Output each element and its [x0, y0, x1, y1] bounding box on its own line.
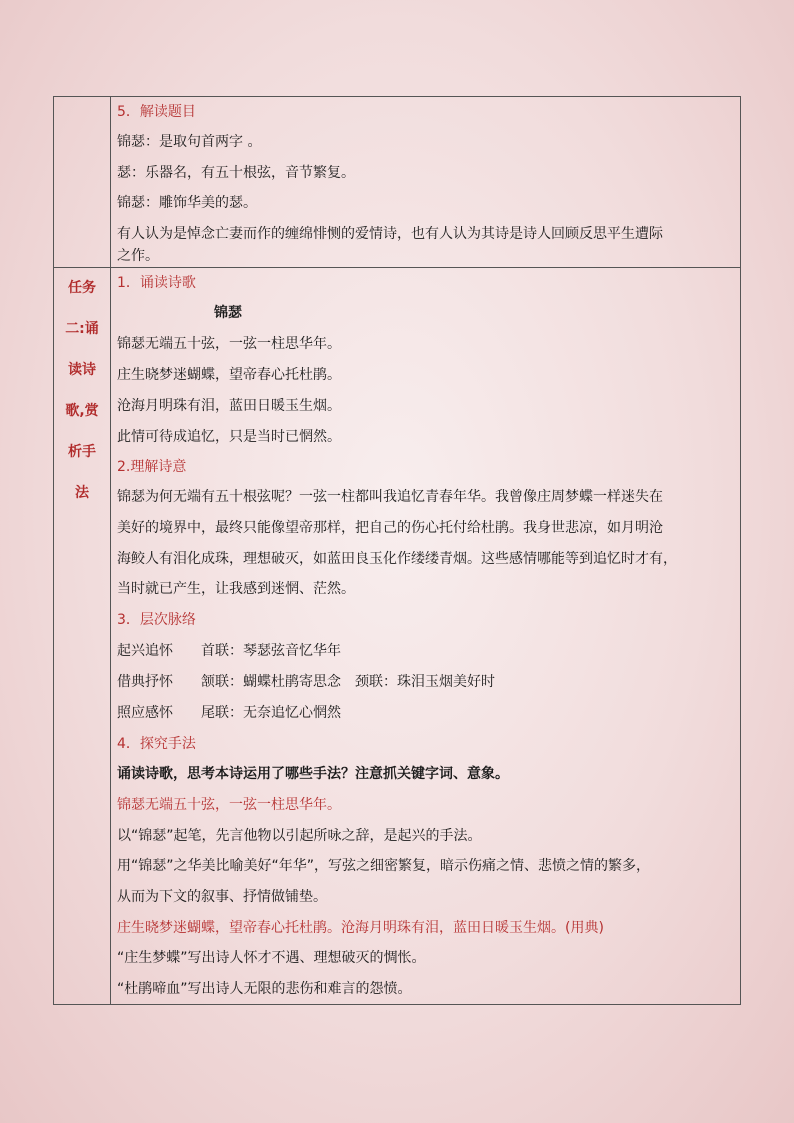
task-label-line: 歌,赏 [65, 403, 99, 419]
lesson-table [53, 96, 741, 1005]
analysis-line: “庄生梦蝶”写出诗人怀才不遇、理想破灭的惆怅。 [117, 950, 426, 966]
paragraph-line: 海鲛人有泪化成珠，理想破灭，如蓝田良玉化作缕缕青烟。这些感情哪能等到追忆时才有， [117, 551, 677, 567]
column-divider [110, 97, 111, 1004]
task-label-line: 析手 [68, 444, 96, 460]
task-label-line: 读诗 [68, 362, 96, 378]
poem-line: 此情可待成追忆，只是当时已惘然。 [117, 429, 341, 445]
poem-line: 锦瑟无端五十弦，一弦一柱思华年。 [117, 336, 341, 352]
structure-line: 借典抒怀 颔联：蝴蝶杜鹃寄思念 颈联：珠泪玉烟美好时 [117, 674, 495, 690]
section-heading: 2.理解诗意 [117, 459, 187, 475]
analysis-line: 用“锦瑟”之华美比喻美好“年华”，写弦之细密繁复，暗示伤痛之情、悲愤之情的繁多， [117, 858, 651, 874]
poem-line: 庄生晓梦迷蝴蝶，望帝春心托杜鹃。 [117, 367, 341, 383]
poem-quote: 锦瑟无端五十弦，一弦一柱思华年。 [117, 797, 341, 813]
poem-quote: 庄生晓梦迷蝴蝶，望帝春心托杜鹃。沧海月明珠有泪，蓝田日暖玉生烟。(用典) [117, 920, 604, 936]
paragraph-line: 锦瑟：雕饰华美的瑟。 [117, 195, 257, 211]
row-divider [54, 267, 740, 268]
paragraph-line: 之作。 [117, 248, 159, 264]
structure-line: 起兴追怀 首联：琴瑟弦音忆华年 [117, 643, 341, 659]
task-label [54, 268, 110, 514]
paragraph-line: 有人认为是悼念亡妻而作的缠绵悱恻的爱情诗，也有人认为其诗是诗人回顾反思平生遭际 [117, 226, 663, 242]
poem-title: 锦瑟 [214, 305, 242, 321]
analysis-line: 从而为下文的叙事、抒情做铺垫。 [117, 889, 327, 905]
task-label-line: 任务 [68, 280, 96, 296]
section-heading: 4．探究手法 [117, 736, 196, 752]
poem-line: 沧海月明珠有泪，蓝田日暖玉生烟。 [117, 398, 341, 414]
section-heading: 1．诵读诗歌 [117, 275, 196, 291]
paragraph-line: 瑟：乐器名，有五十根弦，音节繁复。 [117, 165, 355, 181]
analysis-line: 以“锦瑟”起笔，先言他物以引起所咏之辞，是起兴的手法。 [117, 828, 482, 844]
paragraph-line: 锦瑟为何无端有五十根弦呢？一弦一柱都叫我追忆青春年华。我曾像庄周梦蝶一样迷失在 [117, 489, 663, 505]
section-heading: 3．层次脉络 [117, 612, 196, 628]
structure-line: 照应感怀 尾联：无奈追忆心惘然 [117, 705, 341, 721]
paragraph-line: 当时就已产生，让我感到迷惘、茫然。 [117, 581, 355, 597]
paragraph-line: 锦瑟：是取句首两字 。 [117, 134, 262, 150]
paragraph-line: 美好的境界中，最终只能像望帝那样，把自己的伤心托付给杜鹃。我身世悲凉，如月明沧 [117, 520, 663, 536]
question-prompt: 诵读诗歌，思考本诗运用了哪些手法？注意抓关键字词、意象。 [117, 766, 509, 782]
analysis-line: “杜鹃啼血”写出诗人无限的悲伤和难言的怨愤。 [117, 981, 412, 997]
task-label-line: 法 [75, 485, 89, 501]
section-heading: 5．解读题目 [117, 104, 196, 120]
task-label-line: 二:诵 [65, 321, 99, 337]
